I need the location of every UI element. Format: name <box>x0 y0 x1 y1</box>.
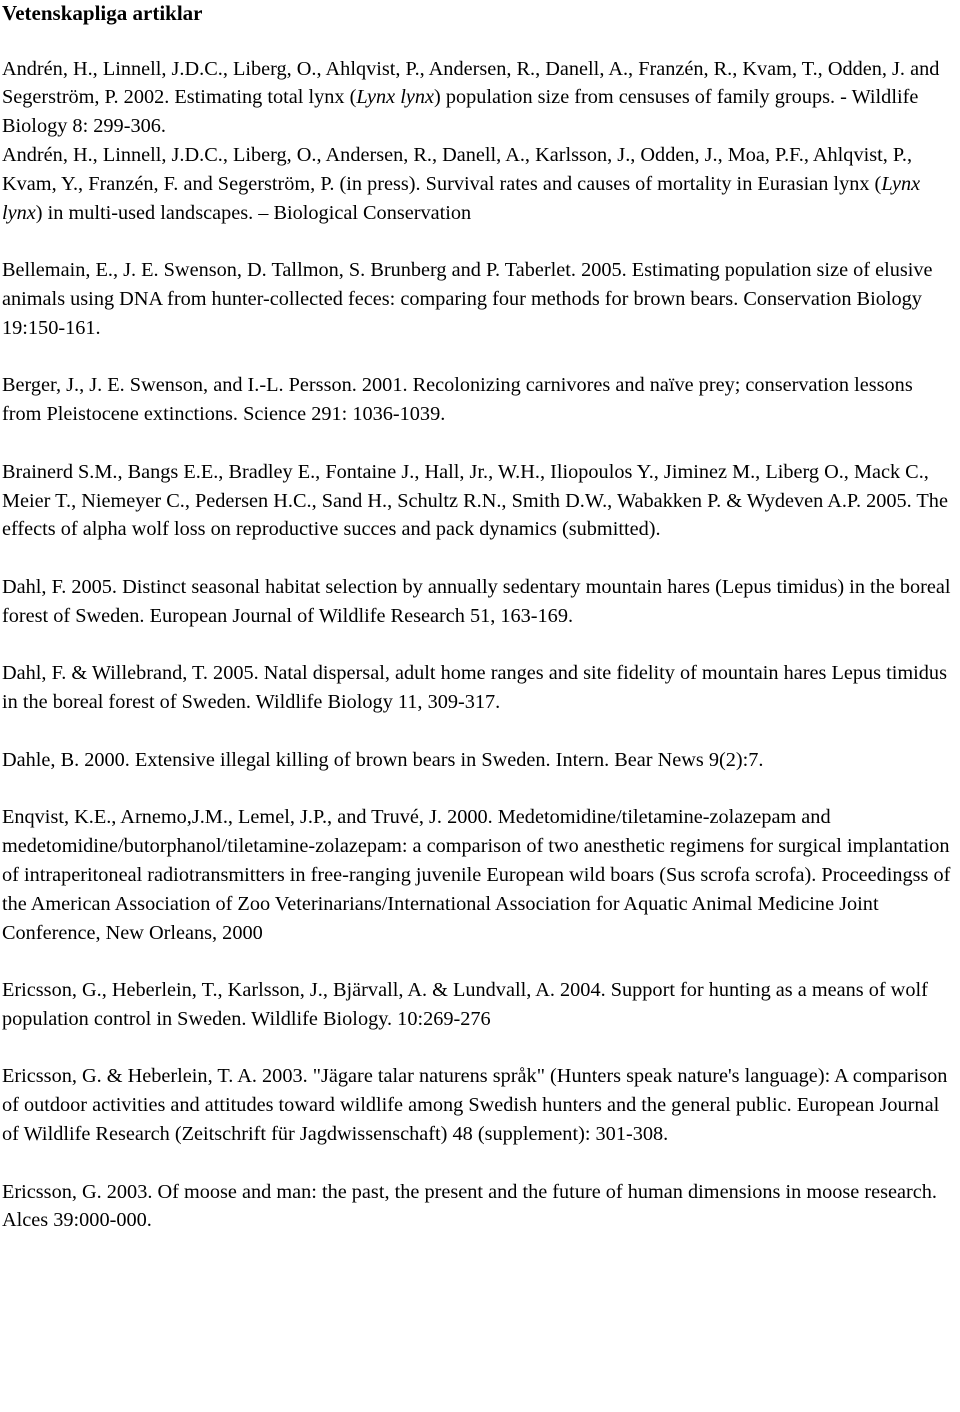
reference-text: Brainerd S.M., Bangs E.E., Bradley E., Fontaine J., Hall, Jr., W.H., Iliopoulos Y., Jiminez M., Liberg O., Mack C., Meier T., Niemeyer C., Pedersen H.C., Sand H., Schultz R.N., Smith D.W., Wabakken P. & Wydeven A.P. 2005. The effects of alpha wolf loss on reproductive succes and pack dynamics (submitted). <box>2 460 948 541</box>
reference-text: Dahle, B. 2000. Extensive illegal killing of brown bears in Sweden. Intern. Bear News 9(2):7. <box>2 748 764 771</box>
reference-text: Andrén, H., Linnell, J.D.C., Liberg, O., Ahlqvist, P., Andersen, R., Danell, A., Franzén, R., Kvam, T., Odden, J. and Segerström, P. 2002. Estimating total lynx ( <box>2 57 940 109</box>
species-name: Lynx lynx <box>356 86 435 109</box>
reference-text-cont: ) population size from censuses of family groups. - Wildlife Biology 8: 299-306. <box>2 86 919 138</box>
reference-item <box>2 256 956 342</box>
reference-text: Bellemain, E., J. E. Swenson, D. Tallmon, S. Brunberg and P. Taberlet. 2005. Estimating population size of elusive animals using DNA from hunter-collected feces: comparing four methods for brown bears. Conservation Biology 19:150-161. <box>2 259 933 339</box>
reference-text: Ericsson, G. 2003. Of moose and man: the past, the present and the future of human dimensions in moose research. Alces 39:000-000. <box>2 1180 937 1232</box>
reference-item <box>2 458 956 544</box>
reference-item <box>2 141 956 227</box>
species-name: Lynx lynx <box>2 172 921 224</box>
reference-list <box>2 55 956 1236</box>
reference-item <box>2 573 956 631</box>
reference-text-cont: ) in multi-used landscapes. – Biological Conservation <box>35 201 472 224</box>
reference-text: Berger, J., J. E. Swenson, and I.-L. Persson. 2001. Recolonizing carnivores and naïve prey; conservation lessons from Pleistocene extinctions. Science 291: 1036-1039. <box>2 374 913 426</box>
reference-item <box>2 803 956 947</box>
reference-text: Ericsson, G. & Heberlein, T. A. 2003. "Jägare talar naturens språk" (Hunters speak nature's language): A comparison of outdoor activities and attitudes toward wildlife among Swedish hunters and the general public. European Journal of Wildlife Research (Zeitschrift für Jagdwissenschaft) 48 (supplement): 301-308. <box>2 1065 948 1146</box>
reference-item <box>2 976 956 1034</box>
reference-item <box>2 746 956 775</box>
document-page <box>2 0 956 1235</box>
reference-item <box>2 1178 956 1236</box>
section-heading: Vetenskapliga artiklar <box>2 1 203 25</box>
reference-text: Ericsson, G., Heberlein, T., Karlsson, J., Bjärvall, A. & Lundvall, A. 2004. Support for hunting as a means of wolf population control in Sweden. Wildlife Biology. 10:269-276 <box>2 979 928 1030</box>
reference-item <box>2 55 956 141</box>
reference-item <box>2 659 956 717</box>
reference-text: Enqvist, K.E., Arnemo,J.M., Lemel, J.P., and Truvé, J. 2000. Medetomidine/tiletamine-zolazepam and medetomidine/butorphanol/tiletamine-zolazepam: a comparison of two anesthetic regimens for surgical implantation of intraperitoneal radiotransmitters in free-ranging juvenile European wild boars (Sus scrofa scrofa). Proceedingss of the American Association of Zoo Veterinarians/International Association for Aquatic Animal Medicine Joint Conference, New Orleans, 2000 <box>2 806 951 944</box>
reference-item <box>2 371 956 429</box>
reference-text: Andrén, H., Linnell, J.D.C., Liberg, O., Andersen, R., Danell, A., Karlsson, J., Odden, J., Moa, P.F., Ahlqvist, P., Kvam, Y., Franzén, F. and Segerström, P. (in press). Survival rates and causes of mortality in Eurasian lynx ( <box>2 143 913 195</box>
reference-text: Dahl, F. & Willebrand, T. 2005. Natal dispersal, adult home ranges and site fidelity of mountain hares Lepus timidus in the boreal forest of Sweden. Wildlife Biology 11, 309-317. <box>2 662 947 714</box>
reference-text: Dahl, F. 2005. Distinct seasonal habitat selection by annually sedentary mountain hares (Lepus timidus) in the boreal forest of Sweden. European Journal of Wildlife Research 51, 163-169. <box>2 575 951 627</box>
reference-item <box>2 1062 956 1148</box>
